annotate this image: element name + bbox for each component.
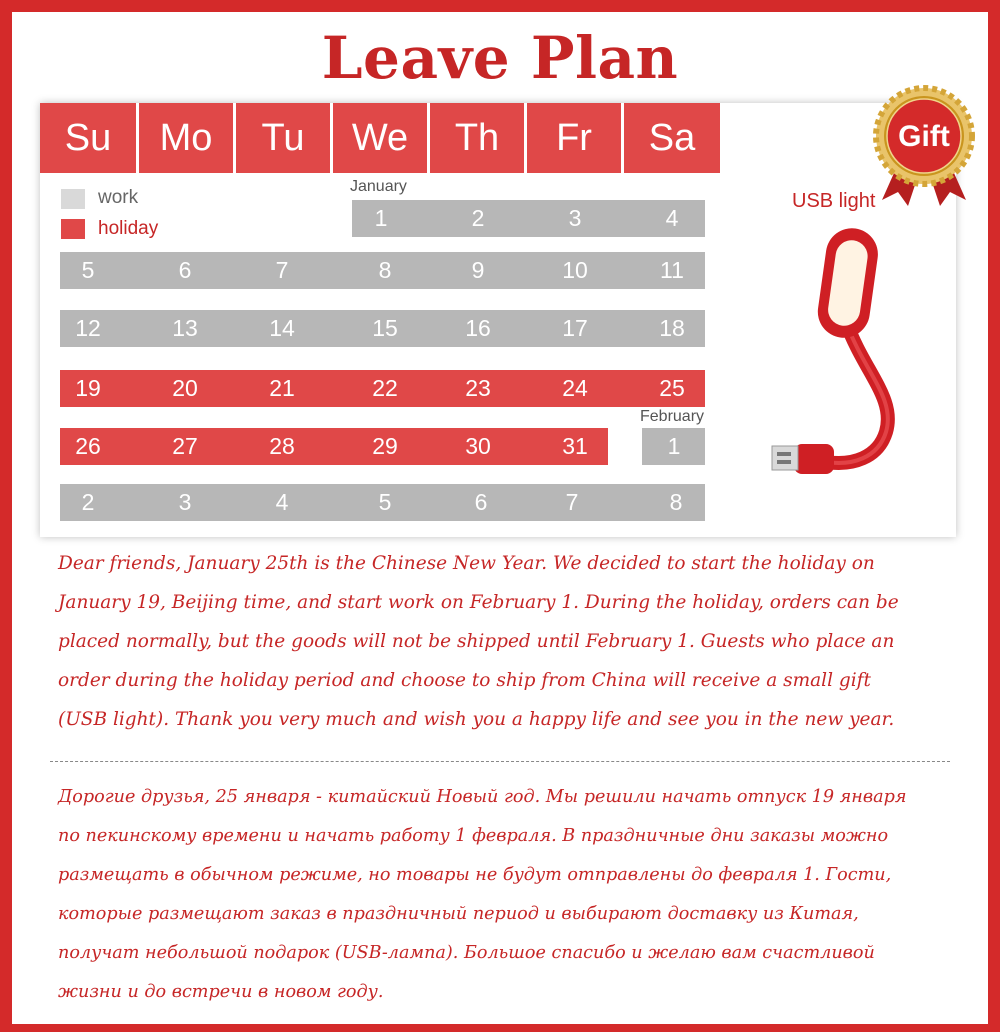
calendar-day: 12 [75,315,101,341]
weekday-tuesday: Tu [236,103,330,173]
calendar-day: 5 [378,489,392,515]
calendar-day: 6 [474,489,488,515]
english-line: January 19, Beijing time, and start work on February 1. During the holiday, orders can be [58,592,899,613]
calendar-day: 28 [269,433,295,459]
calendar-day: 15 [372,315,398,341]
calendar-day: 27 [172,433,198,459]
calendar-day: 16 [465,315,491,341]
calendar-day: 8 [378,257,392,283]
russian-line: которые размещают заказ в праздничный период и выбирают доставку из Китая, [58,904,859,924]
legend-holiday-label: holiday [98,218,159,239]
gift-badge-icon [868,84,980,208]
calendar-day: 9 [471,257,485,283]
calendar-day: 13 [172,315,198,341]
calendar-day: 14 [269,315,295,341]
calendar-day: 20 [172,375,198,401]
calendar-day: 25 [659,375,685,401]
english-line: order during the holiday period and choose to ship from China will receive a small gift [58,670,871,691]
calendar-day: 21 [269,375,295,401]
calendar-day: 19 [75,375,101,401]
english-line: placed normally, but the goods will not be shipped until February 1. Guests who place an [58,631,895,652]
english-line: Dear friends, January 25th is the Chinese New Year. We decided to start the holiday on [58,553,875,574]
calendar-day: 23 [465,375,491,401]
calendar-day: 3 [568,205,582,231]
calendar-day: 1 [374,205,388,231]
russian-line: Дорогие друзья, 25 января - китайский Новый год. Мы решили начать отпуск 19 января [58,787,907,807]
dashed-divider [50,761,950,762]
weekday-friday: Fr [527,103,621,173]
calendar-day: 7 [275,257,289,283]
calendar-day: 4 [665,205,679,231]
legend-holiday-swatch [61,219,85,239]
russian-notice [58,778,958,1012]
calendar-day: 1 [667,433,681,459]
month-label-february: February [640,408,705,425]
gift-badge-text: Gift [898,120,950,153]
weekday-wednesday: We [333,103,427,173]
russian-line: получат небольшой подарок (USB-лампа). Большое спасибо и желаю вам счастливой [58,943,875,963]
calendar-day: 29 [372,433,398,459]
weekday-thursday: Th [430,103,524,173]
english-notice [58,544,958,739]
weekday-monday: Mo [139,103,233,173]
weekday-saturday: Sa [624,103,720,173]
calendar-day: 6 [178,257,192,283]
russian-line: жизни и до встречи в новом году. [58,982,384,1002]
calendar-day: 17 [562,315,588,341]
calendar-day: 10 [562,257,588,283]
weekday-sunday: Su [40,103,136,173]
calendar-day: 18 [659,315,685,341]
calendar-day: 7 [565,489,579,515]
calendar-day: 3 [178,489,192,515]
calendar-day: 30 [465,433,491,459]
month-label-january: January [350,178,407,195]
legend-work-swatch [61,189,85,209]
legend-work-label: work [98,187,139,208]
calendar-day: 2 [471,205,485,231]
page-title: Leave Plan [321,24,679,92]
calendar-day: 31 [562,433,588,459]
calendar-day: 22 [372,375,398,401]
usb-light-label: USB light [792,190,876,212]
calendar-day: 8 [669,489,683,515]
russian-line: по пекинскому времени и начать работу 1 февраля. В праздничные дни заказы можно [58,826,889,846]
english-line: (USB light). Thank you very much and wish you a happy life and see you in the new year. [58,709,895,730]
russian-line: размещать в обычном режиме, но товары не будут отправлены до февраля 1. Гости, [58,865,892,885]
usb-light-icon [768,222,918,492]
calendar-day: 26 [75,433,101,459]
calendar-day: 24 [562,375,588,401]
calendar-day: 5 [81,257,95,283]
calendar-day: 2 [81,489,95,515]
calendar-day: 11 [660,257,684,283]
calendar-day: 4 [275,489,289,515]
